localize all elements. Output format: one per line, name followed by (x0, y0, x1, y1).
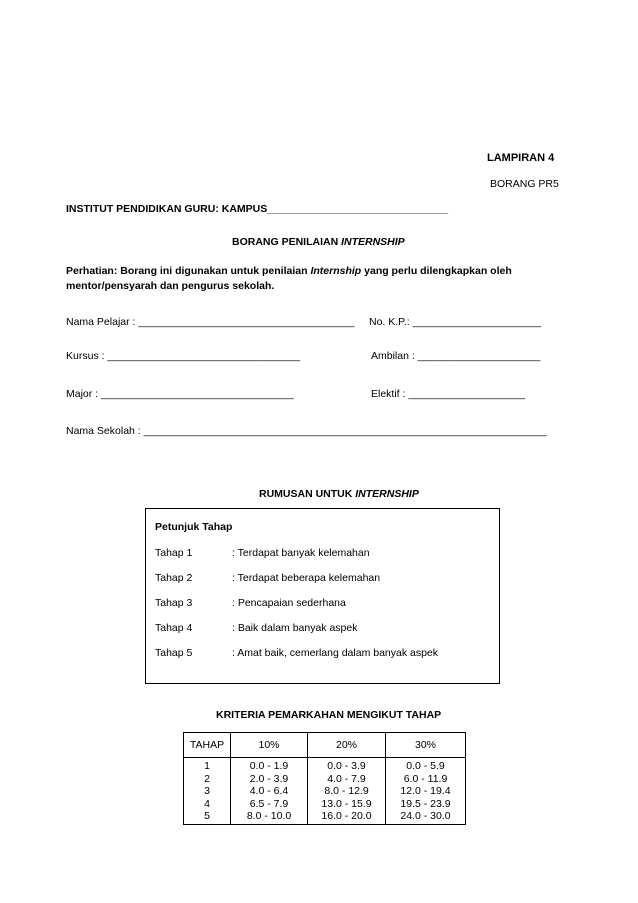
table-cell: 6.0 - 11.9 (403, 772, 448, 785)
page-title-emph: INTERNSHIP (341, 236, 405, 248)
table-cell: 16.0 - 20.0 (321, 810, 372, 823)
petunjuk-tahap: Tahap 5 (155, 647, 193, 659)
table-header: 20% (308, 733, 386, 758)
tahap-column (184, 758, 231, 825)
rumusan-heading (259, 488, 419, 500)
no-kp-field: No. K.P.: ______________________ (369, 316, 542, 328)
borang-code: BORANG PR5 (490, 178, 559, 190)
table-cell: 19.5 - 23.9 (400, 797, 451, 810)
table-header: TAHAP (184, 733, 231, 758)
table-cell: 6.5 - 7.9 (249, 797, 289, 810)
petunjuk-desc: : Baik dalam banyak aspek (232, 622, 358, 634)
table-header: 10% (231, 733, 308, 758)
table-cell: 0.0 - 1.9 (249, 760, 289, 772)
petunjuk-title: Petunjuk Tahap (155, 521, 233, 533)
kriteria-table (183, 732, 466, 825)
petunjuk-desc: : Terdapat banyak kelemahan (232, 547, 370, 559)
perhatian-text-b: yang perlu dilengkapkan oleh (361, 265, 512, 277)
page-title-prefix: BORANG PENILAIAN (232, 236, 342, 248)
page-title (232, 236, 405, 248)
table-cell: 3 (204, 785, 210, 798)
perhatian-line-1 (66, 265, 512, 277)
rumusan-prefix: RUMUSAN UNTUK (259, 488, 356, 500)
petunjuk-tahap: Tahap 4 (155, 622, 193, 634)
perhatian-emph: Internship (310, 265, 362, 277)
major-field: Major : _________________________________ (66, 388, 294, 400)
table-cell: 12.0 - 19.4 (400, 785, 451, 798)
table-cell: 1 (204, 760, 210, 772)
table-cell: 13.0 - 15.9 (321, 797, 372, 810)
table-cell: 4.0 - 6.4 (249, 785, 289, 798)
ambilan-field: Ambilan : _____________________ (371, 350, 541, 362)
table-cell: 8.0 - 10.0 (246, 810, 292, 823)
p30-column (386, 758, 466, 825)
nama-sekolah-field: Nama Sekolah : _____________________________________________________________________ (66, 425, 547, 437)
table-cell: 8.0 - 12.9 (324, 785, 369, 798)
table-cell: 4.0 - 7.9 (327, 772, 366, 785)
table-cell: 0.0 - 5.9 (406, 760, 445, 772)
table-cell: 5 (204, 810, 210, 823)
lampiran-label: LAMPIRAN 4 (487, 152, 555, 164)
perhatian-line-2: mentor/pensyarah dan pengurus sekolah. (66, 280, 275, 292)
table-header: 30% (386, 733, 466, 758)
table-cell: 2.0 - 3.9 (249, 772, 289, 785)
kriteria-heading: KRITERIA PEMARKAHAN MENGIKUT TAHAP (216, 709, 442, 721)
p10-column (231, 758, 308, 825)
petunjuk-tahap: Tahap 2 (155, 572, 193, 584)
nama-pelajar-field: Nama Pelajar : _____________________________________ (66, 316, 355, 328)
petunjuk-desc: : Pencapaian sederhana (232, 597, 346, 609)
perhatian-text-a: Perhatian: Borang ini digunakan untuk penilaian (66, 265, 311, 277)
institut-line: INSTITUT PENDIDIKAN GURU: KAMPUS_______________________________ (66, 203, 449, 215)
petunjuk-tahap: Tahap 1 (155, 547, 193, 559)
p20-column (308, 758, 386, 825)
rumusan-emph: INTERNSHIP (355, 488, 419, 500)
table-cell: 24.0 - 30.0 (400, 810, 451, 823)
petunjuk-tahap: Tahap 3 (155, 597, 193, 609)
kursus-field: Kursus : _________________________________ (66, 350, 301, 362)
table-cell: 2 (204, 772, 210, 785)
elektif-field: Elektif : ____________________ (371, 388, 526, 400)
petunjuk-desc: : Amat baik, cemerlang dalam banyak aspek (232, 647, 439, 659)
table-cell: 0.0 - 3.9 (327, 760, 366, 772)
petunjuk-desc: : Terdapat beberapa kelemahan (232, 572, 381, 584)
table-cell: 4 (204, 797, 210, 810)
